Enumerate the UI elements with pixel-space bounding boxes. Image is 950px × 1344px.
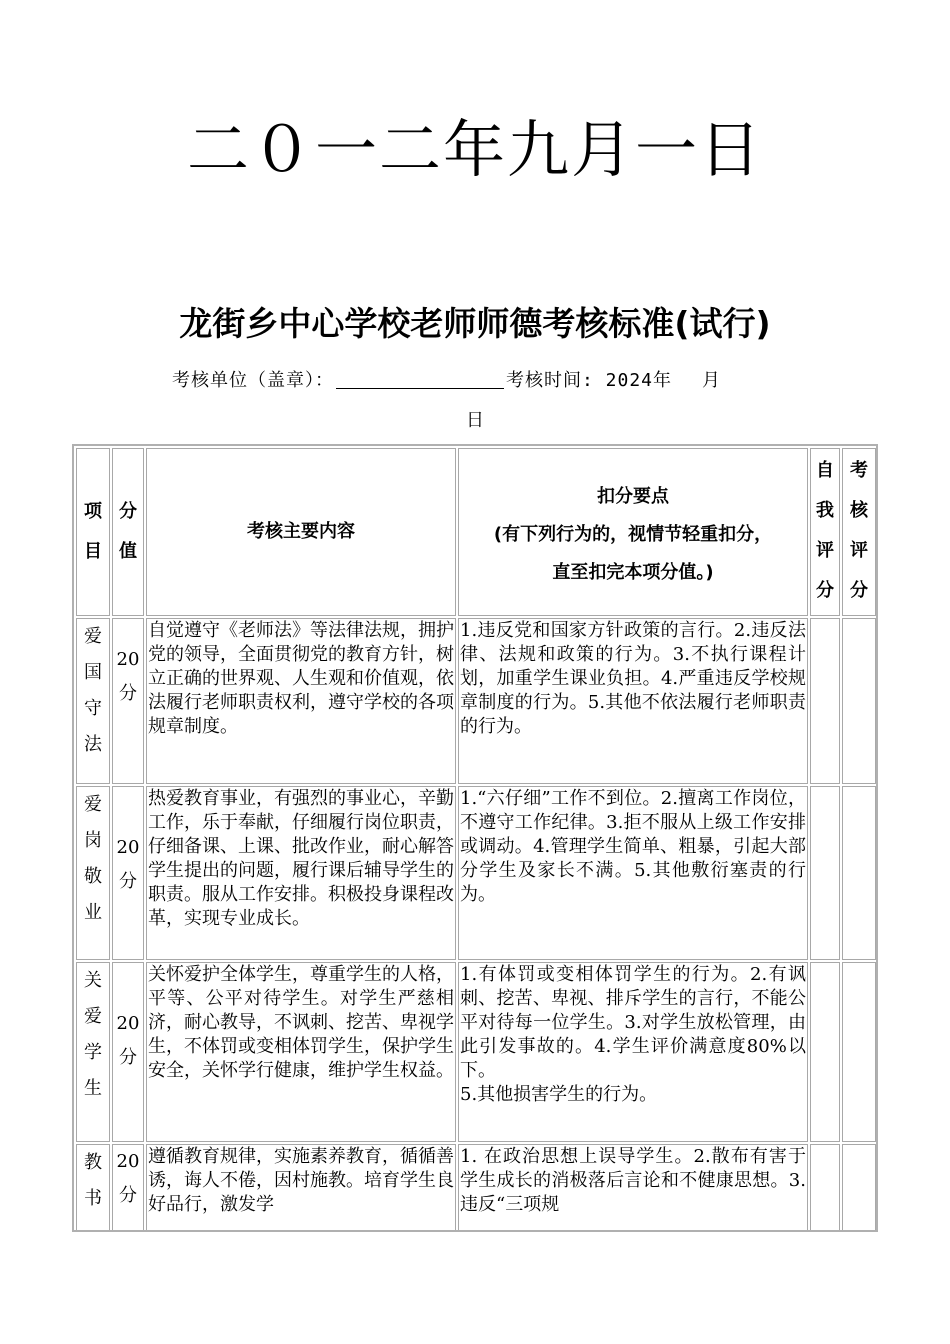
self-score-cell[interactable]	[810, 962, 840, 1142]
date-heading: 二０一二年九月一日	[186, 113, 763, 186]
row-deduction-extra: 5.其他损害学生的行为。	[460, 1084, 658, 1105]
self-score-cell[interactable]	[810, 1144, 840, 1232]
row-score: 20分	[112, 962, 144, 1142]
header-content: 考核主要内容	[146, 448, 456, 616]
row-deduction: 1.违反党和国家方针政策的言行。2.违反法律、法规和政策的行为。3.不执行课程计划，加重学生课业负担。4.严重违反学校规章制度的行为。5.其他不依法履行老师职责的行为。	[458, 618, 808, 784]
row-deduction: 1.“六仔细”工作不到位。2.擅离工作岗位，不遵守工作纪律。3.拒不服从上级工作安排或调动。4.管理学生简单、粗暴，引起大部分学生及家长不满。5.其他敷衍塞责的行为。	[458, 786, 808, 960]
row-item: 关爱学生	[76, 962, 110, 1142]
review-score-cell[interactable]	[842, 618, 876, 784]
unit-label: 考核单位（盖章）：	[172, 370, 334, 391]
table-row	[76, 786, 876, 960]
table-row	[76, 618, 876, 784]
row-content: 热爱教育事业，有强烈的事业心，辛勤工作，乐于奉献，仔细履行岗位职责，仔细备课、上课、批改作业，耐心解答学生提出的问题，履行课后辅导学生的职责。服从工作安排。积极投身课程改革，实现专业成长。	[146, 786, 456, 960]
header-row	[76, 448, 876, 616]
table-row	[76, 962, 876, 1142]
review-score-cell[interactable]	[842, 1144, 876, 1232]
row-deduction: 1. 在政治思想上误导学生。2.散布有害于学生成长的消极落后言论和不健康思想。3.违反“三项规	[458, 1144, 808, 1232]
row-score: 20分	[112, 1144, 144, 1232]
row-content: 自觉遵守《老师法》等法律法规，拥护党的领导，全面贯彻党的教育方针，树立正确的世界观、人生观和价值观，依法履行老师职责权利，遵守学校的各项规章制度。	[146, 618, 456, 784]
row-deduction-main: 1.有体罚或变相体罚学生的行为。2.有讽刺、挖苦、卑视、排斥学生的言行，不能公平对待每一位学生。3.对学生放松管理，由此引发事故的。4.学生评价满意度80%以下。	[460, 964, 806, 1081]
row-item: 爱国守法	[76, 618, 110, 784]
row-item: 教书	[76, 1144, 110, 1232]
review-score-cell[interactable]	[842, 962, 876, 1142]
header-self-score: 自我评分	[810, 448, 840, 616]
header-deduction-title: 扣分要点	[597, 486, 669, 507]
page-title: 龙街乡中心学校老师师德考核标准(试行)	[179, 304, 771, 343]
table-row	[76, 1144, 876, 1232]
header-deduction	[458, 448, 808, 616]
review-score-cell[interactable]	[842, 786, 876, 960]
header-item: 项目	[76, 448, 110, 616]
meta-line	[172, 366, 792, 392]
self-score-cell[interactable]	[810, 618, 840, 784]
header-deduction-note2: 直至扣完本项分值。)	[552, 562, 714, 583]
row-score: 20分	[112, 618, 144, 784]
row-deduction	[458, 962, 808, 1142]
self-score-cell[interactable]	[810, 786, 840, 960]
header-score: 分值	[112, 448, 144, 616]
row-content: 遵循教育规律，实施素养教育，循循善诱，诲人不倦，因村施教。培育学生良好品行，激发学	[146, 1144, 456, 1232]
row-content: 关怀爱护全体学生，尊重学生的人格，平等、公平对待学生。对学生严慈相济，耐心教导，不讽刺、挖苦、卑视学生，不体罚或变相体罚学生，保护学生安全，关怀学行健康，维护学生权益。	[146, 962, 456, 1142]
header-deduction-note1: (有下列行为的，视情节轻重扣分，	[493, 524, 773, 545]
row-item: 爱岗敬业	[76, 786, 110, 960]
assessment-table	[72, 444, 878, 1232]
unit-blank[interactable]	[336, 372, 504, 389]
time-label: 考核时间: 2024年	[506, 370, 673, 391]
day-label: 日	[466, 410, 484, 431]
month-label: 月	[702, 370, 722, 391]
row-score: 20分	[112, 786, 144, 960]
header-review-score: 考核评分	[842, 448, 876, 616]
